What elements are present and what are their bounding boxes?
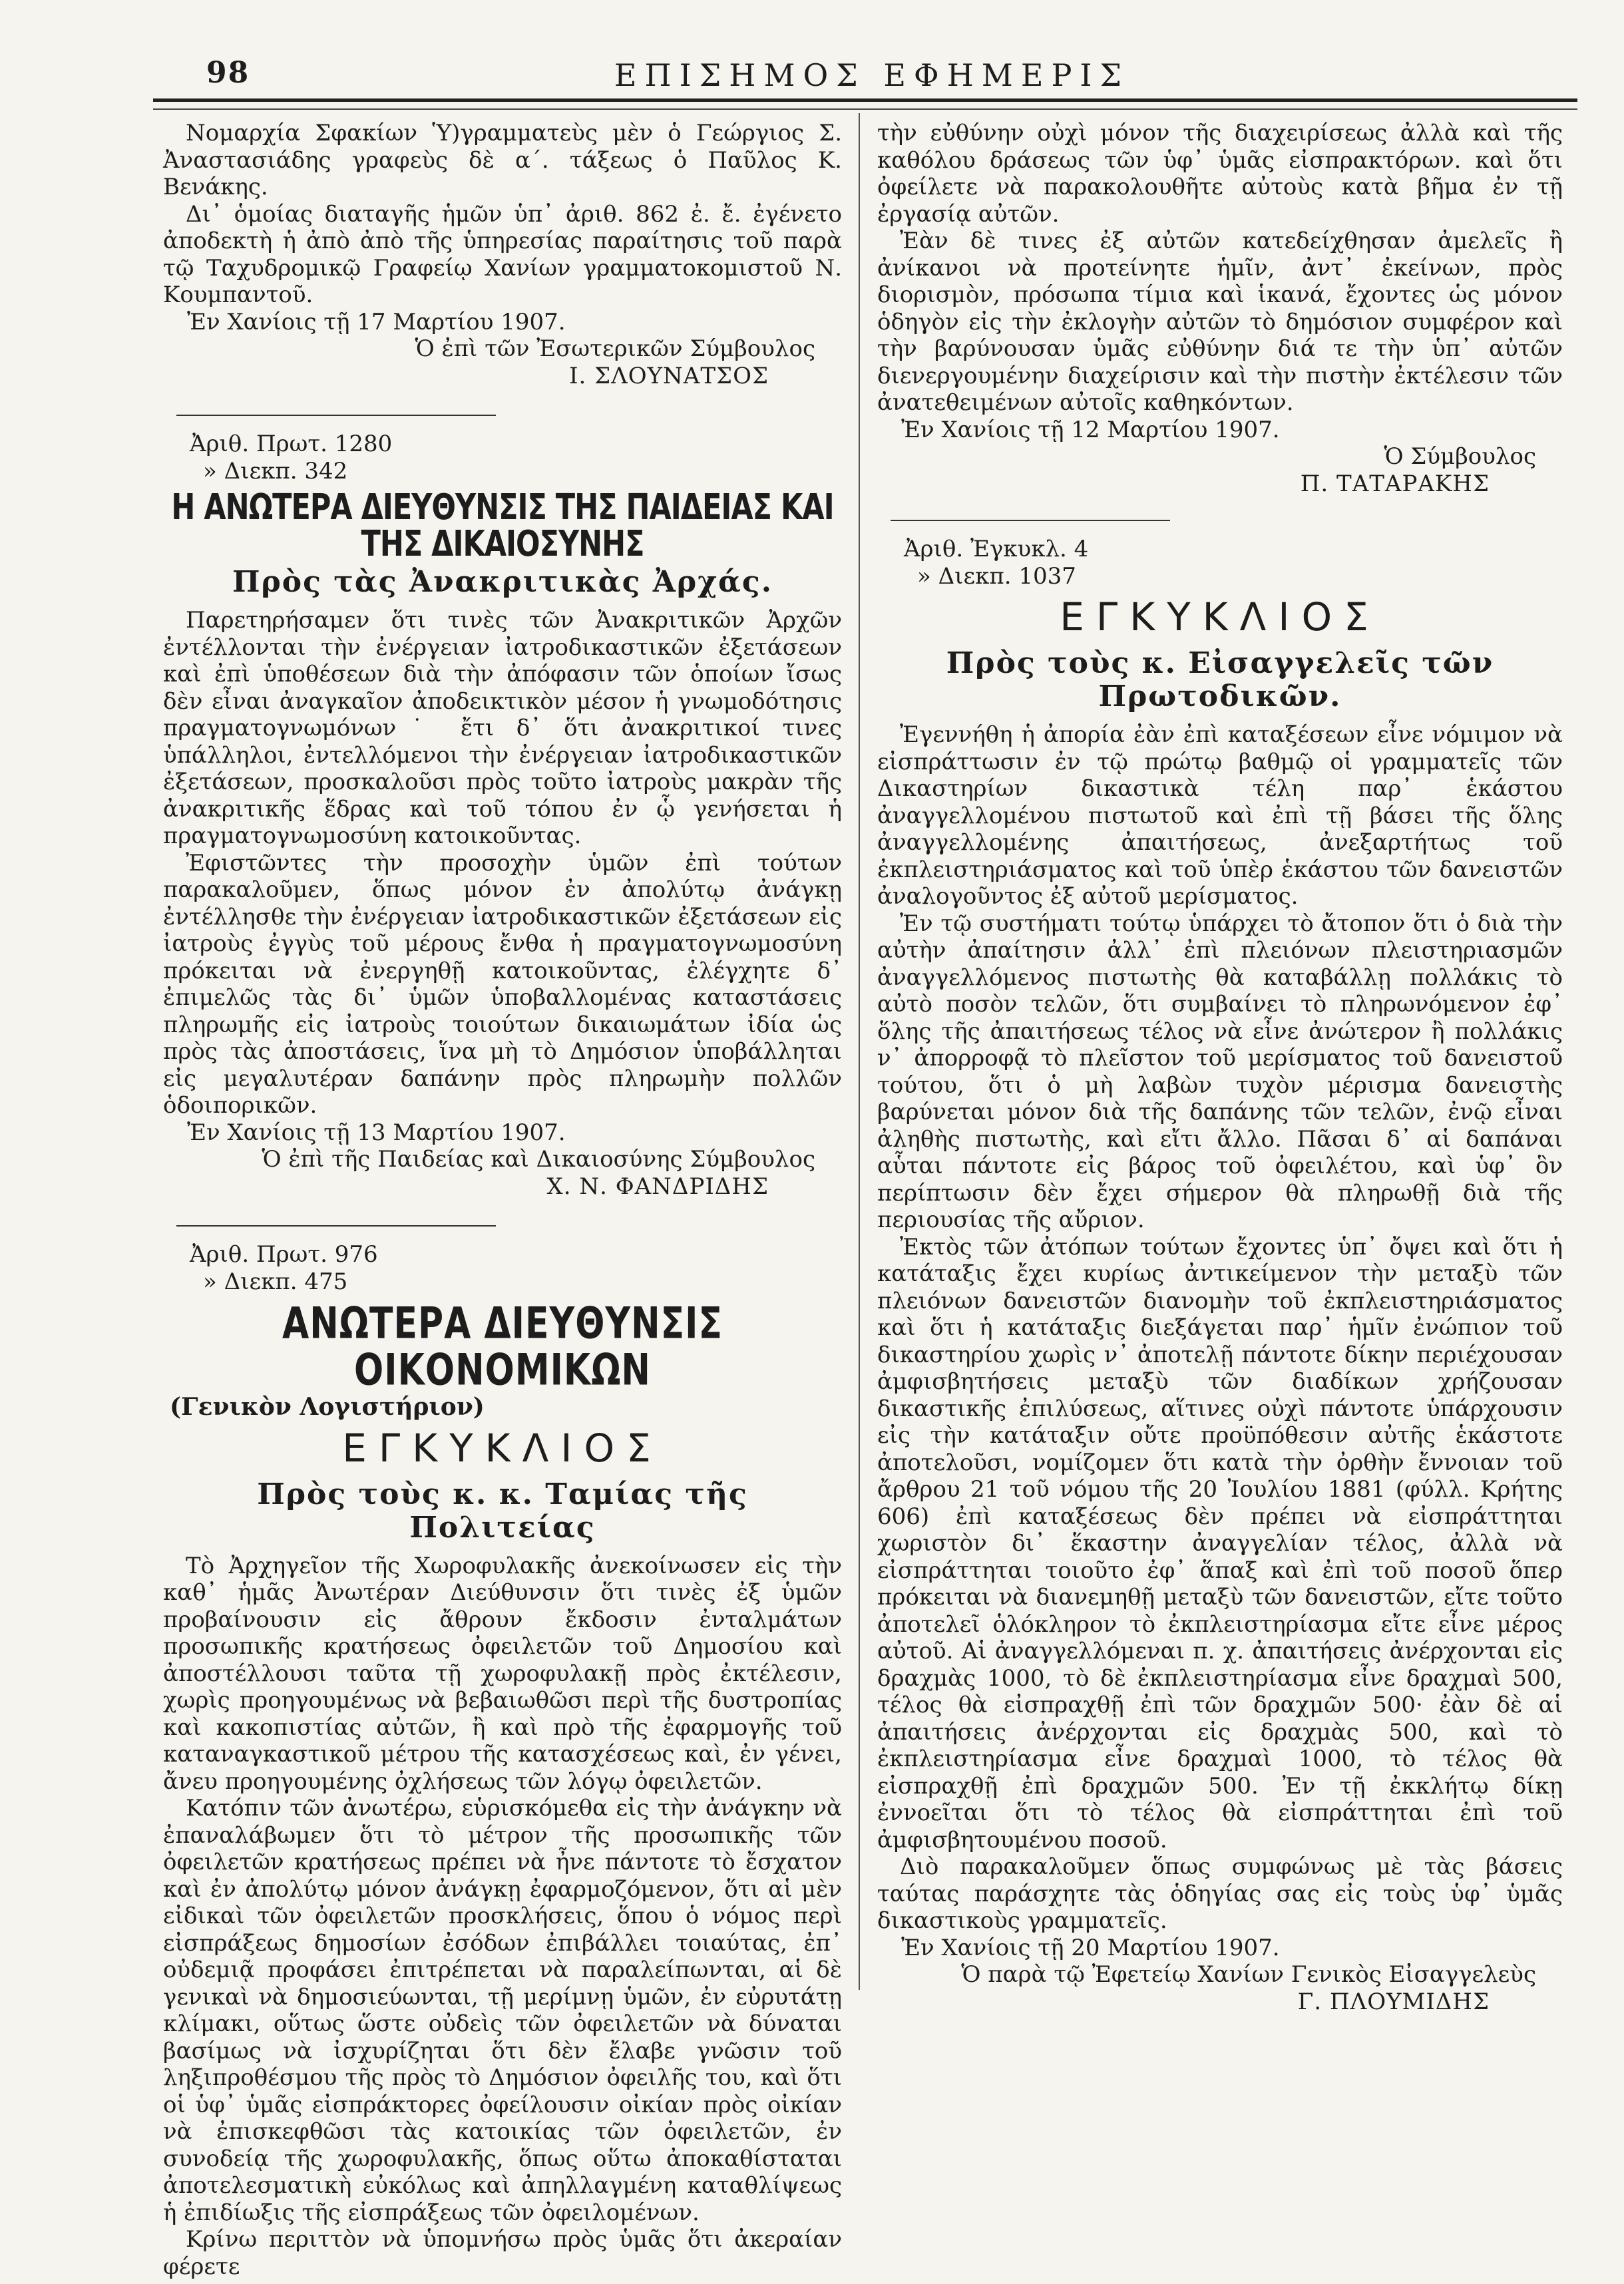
page-header (160, 47, 1584, 100)
section-subheading: (Γενικὸν Λογιστήριον) (170, 1393, 485, 1421)
ref-protocol: Ἀριθ. Πρωτ. 1280 (190, 431, 393, 457)
signature-title: Ὁ ἐπὶ τῶν Ἐσωτερικῶν Σύμβουλος (415, 335, 815, 362)
header-rule (153, 98, 1577, 110)
circular-title: ΕΓΚΥΚΛΙΟΣ (1060, 594, 1380, 640)
intro-paragraph: Δι᾽ ὁμοίας διαταγῆς ἡμῶν ὑπ᾽ ἀριθ. 862 ἐ. ἔ. ἐγένετο ἀποδεκτὴ ἡ ἀπὸ ἀπὸ τῆς ὑπηρεσίας παραίτησις τοῦ παρὰ τῷ Ταχυδρομικῷ Γραφείῳ Χανίων γραμματοκομιστοῦ Ν. Κουμπαντοῦ. (163, 200, 842, 308)
section-rule (891, 520, 1170, 521)
date-line: Ἐν Χανίοις τῇ 12 Μαρτίου 1907. (901, 416, 1280, 443)
body-paragraph: Ἐν τῷ συστήματι τούτῳ ὑπάρχει τὸ ἄτοπον ὅτι ὁ διὰ τὴν αὐτὴν ἀπαίτησιν ἀλλ᾽ ἐπὶ πλειόνων πλειστηριασμῶν ἀναγγελλόμενος πιστωτὴς θὰ καταβάλλῃ πολλάκις τὸ αὐτὸ ποσὸν τελῶν, ὅτι συμβαίνει τὸ πληρωνόμενον ἐφ᾽ ὅλης τῆς ἀπαιτήσεως τέλος νὰ εἶνε ἀνώτερον ἢ πολλάκις ν᾽ ἀπορροφᾷ τὸ πλεῖστον τοῦ μερίσματος τοῦ δανειστοῦ τούτου, ὅτι ὁ μὴ λαβὼν τυχὸν μέρισμα δανειστὴς βαρύνεται μόνον διὰ τῆς δαπάνης τῶν τελῶν, ἐνῷ εἶναι ἀληθὴς πιστωτὴς, καὶ εἴτι ἄλλο. Πᾶσαι δ᾽ αἱ δαπάναι αὗται πάντοτε εἰς βάρος τοῦ ὀφειλέτου, καὶ ὑφ᾽ ὃν περίπτωσιν δὲν ἔχει σήμερον θὰ πληρωθῇ διὰ τῆς περιουσίας τῆς αὔριον. (877, 910, 1563, 1233)
body-paragraph: Τὸ Ἀρχηγεῖον τῆς Χωροφυλακῆς ἀνεκοίνωσεν εἰς τὴν καθ᾽ ἡμᾶς Ἀνωτέραν Διεύθυνσιν ὅτι τινὲς ἐξ ὑμῶν προβαίνουσιν εἰς ἄθρουν ἔκδοσιν ἐνταλμάτων προσωπικῆς κρατήσεως ὀφειλετῶν τοῦ Δημοσίου καὶ ἀποστέλλουσι ταῦτα τῇ χωροφυλακῇ πρὸς ἐκτέλεσιν, χωρὶς προηγουμένως νὰ βεβαιωθῶσι περὶ τῆς δυστροπίας καὶ κακοπιστίας αὐτῶν, ἢ καὶ πρὸ τῆς ἐφαρμογῆς τοῦ καταναγκαστικοῦ μέτρου τῆς κατασχέσεως καὶ, ἐν γένει, ἄνευ προηγουμένης ὀχλήσεως τῶν λόγῳ ὀφειλετῶν. (163, 1552, 842, 1795)
ref-protocol: Ἀριθ. Πρωτ. 976 (190, 1241, 378, 1268)
signature-title: Ὁ Σύμβουλος (1384, 443, 1536, 470)
journal-title: ΕΠΙΣΗΜΟΣ ΕΦΗΜΕΡΙΣ (614, 57, 1130, 93)
right-column (877, 120, 1563, 2015)
addressee: Πρὸς τὰς Ἀνακριτικὰς Ἀρχάς. (232, 565, 773, 599)
signature-name: Χ. Ν. ΦΑΝΔΡΙΔΗΣ (546, 1173, 769, 1200)
left-column (163, 120, 842, 2280)
body-paragraph: Ἐκτὸς τῶν ἀτόπων τούτων ἔχοντες ὑπ᾽ ὄψει καὶ ὅτι ἡ κατάταξις ἔχει κυρίως ἀντικείμενον τὴν μεταξὺ τῶν πλειόνων δανειστῶν διανομὴν τοῦ ἐκπλειστηριάσματος καὶ ὅτι ἡ κατάταξις διεξάγεται παρ᾽ ἡμῖν ἐνώπιον τοῦ δικαστηρίου χωρὶς ν᾽ ἀποτελῇ πάντοτε δίκην περιέχουσαν ἀμφισβητήσεις μεταξὺ τῶν διαδίκων χρήζουσαν δικαστικῆς ἐπιλύσεως, αἵτινες οὐχὶ πάντοτε ὑπάρχουσιν εἰς τὴν κατάταξιν οὔτε προϋπόθεσιν αὐτῆς ἑκάστοτε ἀποτελοῦσι, νομίζομεν ὅτι κατὰ τὴν ὀρθὴν ἔννοιαν τοῦ ἄρθρου 21 τοῦ νόμου τῆς 20 Ἰουλίου 1881 (φύλλ. Κρήτης 606) ἐπὶ καταξέσεως δὲν πρέπει νὰ εἰσπράττηται χωριστὸν δι᾽ ἕκαστην ἀναγγελίαν τέλος, ἀλλὰ νὰ εἰσπράττηται τοιοῦτο ἐφ᾽ ἅπαξ καὶ ἐπὶ τοῦ ποσοῦ ὅπερ πρόκειται νὰ διανεμηθῇ μεταξὺ τῶν δανειστῶν, εἴτε τοῦτο ἀποτελεῖ ὁλόκληρον τὸ ἐκπλειστηρίασμα εἴτε εἶνε μέρος αὐτοῦ. Αἱ ἀναγγελλόμεναι π. χ. ἀπαιτήσεις ἀνέρχονται εἰς δραχμὰς 1000, τὸ δὲ ἐκπλειστηρίασμα εἶνε δραχμαὶ 500, τέλος θὰ εἰσπραχθῇ ἐπὶ τῶν δραχμῶν 500· ἐὰν δὲ αἱ ἀπαιτήσεις ἀνέρχονται εἰς δραχμὰς 500, καὶ τὸ ἐκπλειστηρίασμα εἶνε δραχμαὶ 1000, τὸ τέλος θὰ εἰσπραχθῇ ἐπὶ δραχμῶν 500. Ἐν τῇ ἐκκλήτῳ δίκῃ ἐννοεῖται ὅτι τὸ τέλος θὰ εἰσπράττηται ἐπὶ τοῦ ἀμφισβητουμένου ποσοῦ. (877, 1233, 1563, 1853)
body-paragraph: Κατόπιν τῶν ἀνωτέρω, εὑρισκόμεθα εἰς τὴν ἀνάγκην νὰ ἐπαναλάβωμεν ὅτι τὸ μέτρον τῆς προσωπικῆς τῶν ὀφειλετῶν κρατήσεως πρέπει νὰ ἦνε πάντοτε τὸ ἔσχατον καὶ ἐν ἀπολύτῳ μόνον ἀνάγκῃ ἐφαρμοζόμενον, ὅτι αἱ μὲν εἰδικαὶ τῶν ὀφειλετῶν προσκλήσεις, ὅπου ὁ νόμος περὶ εἰσπράξεως δημοσίων ἐσόδων ἐπιβάλλει τοιαύτας, ἐπ᾽ οὐδεμιᾷ προφάσει ἐπιτρέπεται νὰ παραλείπωνται, αἱ δὲ γενικαὶ νὰ δημοσιεύωνται, τῇ μερίμνῃ ὑμῶν, ἐν εὐρυτάτῃ κλίμακι, οὕτως ὥστε οὐδεὶς τῶν ὀφειλετῶν νὰ δύναται βασίμως νὰ ἰσχυρίζηται ὅτι δὲν ἔλαβε γνῶσιν τοῦ ληξιπροθέσμου τῆς πρὸς τὸ Δημόσιον ὀφειλῆς του, καὶ ὅτι οἱ ὑφ᾽ ὑμᾶς εἰσπράκτορες ὀφείλουσιν οἰκίαν πρὸς οἰκίαν νὰ ἐπισκεφθῶσι τὰς κατοικίας τῶν ὀφειλετῶν, ἐν συνοδείᾳ τῆς χωροφυλακῆς, ὅπως οὕτω ἀποκαθίσταται ἀποτελεσματικὴ εὐκόλως καὶ ἀπηλλαγμένη καταθλίψεως ἡ ἐπιδίωξις τῆς εἰσπράξεως τῶν ὀφειλομένων. (163, 1795, 842, 2226)
signature-name: Ι. ΣΛΟΥΝΑΤΣΟΣ (569, 362, 769, 389)
intro-paragraph: Νομαρχία Σφακίων Ὑ)γραμματεὺς μὲν ὁ Γεώργιος Σ. Ἀναστασιάδης γραφεὺς δὲ α΄. τάξεως ὁ Παῦλος Κ. Βενάκης. (163, 120, 842, 200)
date-line: Ἐν Χανίοις τῇ 20 Μαρτίου 1907. (901, 1934, 1280, 1961)
column-divider (859, 113, 860, 1990)
section-heading: ΑΝΩΤΕΡΑ ΔΙΕΥΘΥΝΣΙΣ ΟΙΚΟΝΟΜΙΚΩΝ (282, 1298, 723, 1396)
body-paragraph: Κρίνω περιττὸν νὰ ὑπομνήσω πρὸς ὑμᾶς ὅτι ἀκεραίαν φέρετε (163, 2226, 842, 2280)
body-paragraph: Ἐγεννήθη ἡ ἀπορία ἐὰν ἐπὶ καταξέσεων εἶνε νόμιμον νὰ εἰσπράττωσιν ἐν τῷ πρώτῳ βαθμῷ οἱ γραμματεῖς τῶν Δικαστηρίων δικαστικὰ τέλη παρ᾽ ἑκάστου ἀναγγελλομένου πιστωτοῦ καὶ ἐπὶ τῇ βάσει τῆς ὅλης ἀναγγελλομένης ἀπαιτήσεως, ἀνεξαρτήτως τοῦ ἐκπλειστηριάσματος καὶ τοῦ ὑπὲρ ἑκάστου τῶν δανειστῶν ἀναλογοῦντος ἐξ αὐτοῦ μερίσματος. (877, 721, 1563, 910)
ref-dispatch: » Διεκπ. 342 (203, 457, 348, 484)
section-rule (176, 415, 496, 416)
ref-dispatch: » Διεκπ. 475 (203, 1268, 348, 1295)
ref-dispatch: » Διεκπ. 1037 (917, 562, 1076, 590)
section-rule (176, 1225, 496, 1227)
signature-name: Π. ΤΑΤΑΡΑΚΗΣ (1300, 470, 1490, 497)
body-paragraph: τὴν εὐθύνην οὐχὶ μόνον τῆς διαχειρίσεως ἀλλὰ καὶ τῆς καθόλου δράσεως τῶν ὑφ᾽ ὑμᾶς εἰσπρακτόρων. καὶ ὅτι ὀφείλετε νὰ παρακολουθῆτε αὐτοὺς κατὰ βῆμα ἐν τῇ ἐργασίᾳ αὐτῶν. (877, 120, 1563, 228)
date-line: Ἐν Χανίοις τῇ 17 Μαρτίου 1907. (187, 308, 566, 335)
section-heading: Η ΑΝΩΤΕΡΑ ΔΙΕΥΘΥΝΣΙΣ ΤΗΣ ΠΑΙΔΕΙΑΣ ΚΑΙ ΤΗΣ ΔΙΚΑΙΟΣΥΝΗΣ (171, 486, 834, 565)
date-line: Ἐν Χανίοις τῇ 13 Μαρτίου 1907. (187, 1119, 566, 1146)
addressee: Πρὸς τοὺς κ. Εἰσαγγελεῖς τῶν Πρωτοδικῶν. (946, 646, 1494, 713)
body-paragraph: Ἐὰν δὲ τινες ἐξ αὐτῶν κατεδείχθησαν ἀμελεῖς ἢ ἀνίκανοι νὰ προτείνητε ἡμῖν, ἀντ᾽ ἐκείνων, πρὸς διορισμὸν, πρόσωπα τίμια καὶ ἱκανά, ἔχοντες ὡς μόνον ὁδηγὸν εἰς τὴν ἐκλογὴν αὐτῶν τὸ δημόσιον συμφέρον καὶ τὴν βαρύνουσαν ὑμᾶς εὐθύνην διά τε τὴν ὑπ᾽ αὐτῶν διενεργουμένην διαχείρισιν καὶ τὴν πιστὴν ἐκτέλεσιν τῶν ἀνατεθειμένων αὐτοῖς καθηκόντων. (877, 228, 1563, 416)
body-paragraph: Διὸ παρακαλοῦμεν ὅπως συμφώνως μὲ τὰς βάσεις ταύτας παράσχητε τὰς ὁδηγίας σας εἰς τοὺς ὑφ᾽ ὑμᾶς δικαστικοὺς γραμματεῖς. (877, 1853, 1563, 1934)
addressee: Πρὸς τοὺς κ. κ. Ταμίας τῆς Πολιτείας (257, 1477, 748, 1545)
body-paragraph: Ἐφιστῶντες τὴν προσοχὴν ὑμῶν ἐπὶ τούτων παρακαλοῦμεν, ὅπως μόνον ἐν ἀπολύτῳ ἀνάγκῃ ἐντέλλησθε τὴν ἐνέργειαν ἰατροδικαστικῶν ἐξετάσεων εἰς ἰατροὺς ἐγγὺς τοῦ μέρους ἔνθα ἡ πραγματογνωμοσύνη πρόκειται νὰ ἐνεργηθῇ κατοικοῦντας, ἐλέγχητε δ᾽ ἐπιμελῶς τὰς δι᾽ ὑμῶν ὑποβαλλομένας καταστάσεις πληρωμῆς εἰς ἰατροὺς τοιούτων δικαιωμάτων ἰδία ὡς πρὸς τὰς ἀποστάσεις, ἵνα μὴ τὸ Δημόσιον ὑποβάλληται εἰς μεγαλυτέραν δαπάνην πρὸς πληρωμὴν πολλῶν ὁδοιπορικῶν. (163, 849, 842, 1119)
ref-circular-number: Ἀριθ. Ἐγκυκλ. 4 (904, 536, 1089, 562)
signature-title: Ὁ ἐπὶ τῆς Παιδείας καὶ Δικαιοσύνης Σύμβουλος (262, 1146, 815, 1173)
circular-title: ΕΓΚΥΚΛΙΟΣ (342, 1425, 663, 1471)
signature-title: Ὁ παρὰ τῷ Ἐφετείῳ Χανίων Γενικὸς Εἰσαγγελεὺς (961, 1961, 1536, 1988)
body-paragraph: Παρετηρήσαμεν ὅτι τινὲς τῶν Ἀνακριτικῶν Ἀρχῶν ἐντέλλονται τὴν ἐνέργειαν ἰατροδικαστικῶν ἐξετάσεων καὶ ἐπὶ ὑποθέσεων διὰ τὴν ἀπόφασιν τῶν ὁποίων ἴσως δὲν εἶναι ἀναγκαῖον ἀποδεικτικὸν μέσον ἡ γνωμοδότησις πραγματογνωμόνων˙ ἔτι δ᾽ ὅτι ἀνακριτικοί τινες ὑπάλληλοι, ἐντελλόμενοι τὴν ἐνέργειαν ἰατροδικαστικῶν ἐξετάσεων, προσκαλοῦσι πρὸς τοῦτο ἰατροὺς μακρὰν τῆς ἀνακριτικῆς ἕδρας καὶ τοῦ τόπου ἐν ᾧ γενήσεται ἡ πραγματογνωμοσύνη κατοικοῦντας. (163, 607, 842, 849)
signature-name: Γ. ΠΛΟΥΜΙΔΗΣ (1297, 1988, 1490, 2015)
page-number: 98 (206, 56, 250, 90)
